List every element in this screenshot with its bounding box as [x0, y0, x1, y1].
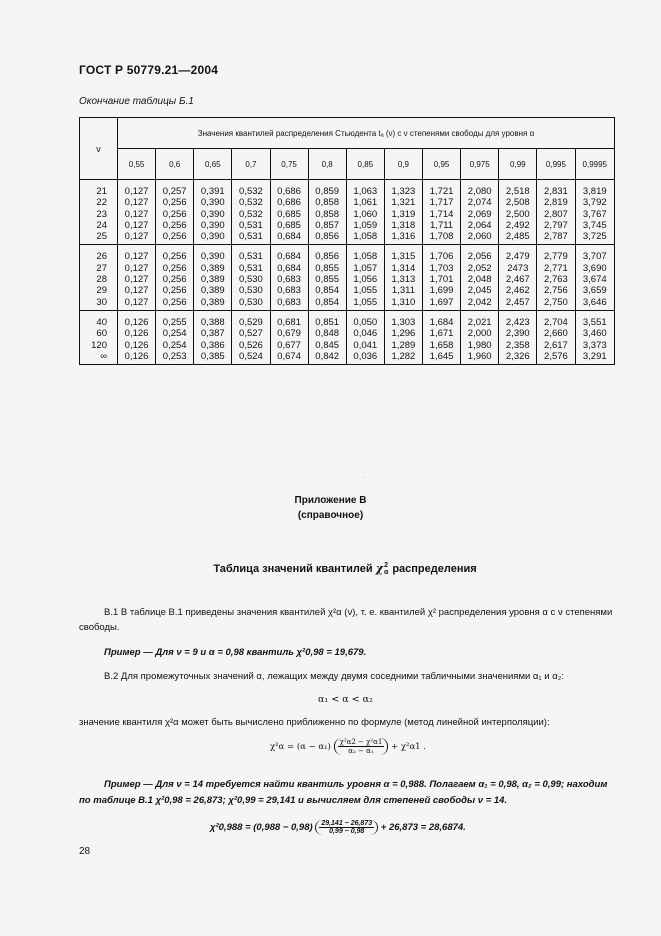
quantile-value: 0,390: [200, 231, 225, 243]
quantile-value: 0,854: [315, 285, 340, 297]
level-column-header: 0,975: [461, 149, 499, 180]
quantile-cell: [346, 180, 384, 245]
quantile-cell: [118, 245, 156, 310]
quantile-value: 1,703: [429, 262, 454, 274]
quantile-value: 0,526: [239, 339, 263, 351]
nu-cell: [80, 180, 118, 245]
quantile-value: 0,256: [162, 219, 187, 231]
quantile-value: 0,256: [162, 296, 187, 308]
quantile-value: 0,256: [162, 208, 187, 220]
nu-value: 23: [96, 208, 107, 220]
quantile-value: 1,721: [429, 186, 454, 197]
quantile-value: 0,127: [124, 231, 149, 243]
nu-value: 22: [96, 197, 107, 209]
quantile-value: 2,797: [544, 219, 568, 231]
quantile-value: 1,321: [391, 197, 416, 209]
quantile-value: 3,819: [582, 186, 607, 197]
quantile-value: 2,807: [544, 208, 568, 220]
quantile-value: 0,530: [239, 285, 263, 297]
quantile-value: 0,684: [277, 231, 301, 243]
quantile-value: 0,046: [353, 328, 378, 340]
student-quantiles-table: [79, 117, 615, 365]
quantile-cell: [499, 310, 537, 364]
quantile-value: 2,479: [505, 251, 530, 263]
quantile-value: 0,389: [200, 296, 225, 308]
quantile-value: 3,792: [582, 197, 607, 209]
quantile-value: 0,685: [277, 208, 301, 220]
quantile-value: 2,045: [467, 285, 492, 297]
level-column-header: 0,9995: [575, 149, 615, 180]
quantile-value: 0,389: [200, 262, 225, 274]
quantile-value: 0,855: [315, 274, 340, 286]
quantile-value: 2,660: [544, 328, 568, 340]
quantile-value: 2,500: [505, 208, 530, 220]
quantile-value: 1,318: [391, 219, 416, 231]
quantile-value: 0,530: [239, 296, 263, 308]
quantile-value: 0,842: [315, 350, 340, 362]
quantile-value: 0,389: [200, 285, 225, 297]
quantile-cell: [194, 245, 232, 310]
quantile-value: 0,531: [239, 251, 263, 263]
quantile-value: 0,388: [200, 316, 225, 328]
quantile-value: 0,391: [200, 186, 225, 197]
quantile-value: 0,679: [277, 328, 301, 340]
quantile-cell: [270, 310, 308, 364]
quantile-cell: [575, 245, 615, 310]
quantile-cell: [575, 180, 615, 245]
quantile-value: 1,711: [430, 219, 454, 231]
nu-value: 27: [96, 262, 107, 274]
quantile-cell: [423, 310, 461, 364]
quantile-value: 0,683: [277, 274, 301, 286]
quantile-value: 0,683: [277, 285, 301, 297]
quantile-value: 0,256: [162, 285, 187, 297]
quantile-value: 0,532: [239, 208, 263, 220]
quantile-cell: [499, 180, 537, 245]
quantile-value: 2,074: [467, 197, 492, 209]
table-title-header: Значения квантилей распределения Стьюдента tₐ (ν) с ν степенями свободы для уровня α: [118, 118, 615, 149]
paragraph-b2: В.2 Для промежуточных значений α, лежащих между двумя соседними табличными значениями α₁ и α₂:: [104, 671, 565, 682]
quantile-value: 1,310: [391, 296, 416, 308]
quantile-value: 1,960: [467, 350, 492, 362]
quantile-value: 2,052: [467, 262, 492, 274]
quantile-cell: [384, 245, 422, 310]
quantile-value: 0,256: [162, 274, 187, 286]
quantile-value: 0,127: [124, 296, 149, 308]
quantile-value: 0,257: [162, 186, 187, 197]
quantile-value: 2,326: [505, 350, 530, 362]
quantile-value: 1,061: [353, 197, 378, 209]
quantile-value: 0,855: [315, 262, 340, 274]
quantile-value: 3,674: [582, 274, 607, 286]
nu-value: 40: [96, 316, 107, 328]
quantile-value: 0,126: [124, 328, 149, 340]
example-2: Пример — Для ν = 14 требуется найти квантиль уровня α = 0,988. Полагаем α₁ = 0,98, α₂ = 0,99; находим по таблице В.1 χ²0,98 = 26,873; χ²0,99 = 29,141 и вычисляем для степеней свободы ν = 14.: [79, 779, 608, 806]
nu-value: ∞: [100, 350, 107, 362]
quantile-value: 1,980: [467, 339, 492, 351]
quantile-cell: [423, 180, 461, 245]
quantile-value: 2,704: [544, 316, 568, 328]
quantile-value: 2,467: [505, 274, 530, 286]
quantile-value: 1,063: [353, 186, 378, 197]
level-column-header: 0,995: [537, 149, 575, 180]
quantile-value: 0,686: [277, 197, 301, 209]
nu-value: 29: [96, 285, 107, 297]
nu-value: 28: [96, 274, 107, 286]
level-column-header: 0,95: [423, 149, 461, 180]
quantile-cell: [384, 310, 422, 364]
quantile-value: 0,686: [277, 186, 301, 197]
quantile-value: 1,055: [353, 285, 378, 297]
nu-value: 30: [96, 296, 107, 308]
quantile-value: 2,756: [544, 285, 568, 297]
quantile-value: 0,254: [162, 339, 187, 351]
quantile-value: 2,069: [467, 208, 492, 220]
quantile-cell: [346, 310, 384, 364]
nu-value: 26: [96, 251, 107, 263]
paragraph-interpolation: значение квантиля χ²α может быть вычислено приближенно по формуле (метод линейной интерполяции):: [79, 717, 550, 728]
quantile-value: 0,531: [239, 231, 263, 243]
quantile-value: 2,000: [467, 328, 492, 340]
example-formula: χ²0,988 = (0,988 − 0,98) $\frac{29,141 - 26,873}{0,99 - 0,98}$ + 26,873 = 28,6874.: [210, 820, 466, 835]
quantile-value: 1,058: [353, 231, 378, 243]
nu-cell: [80, 310, 118, 364]
quantile-value: 0,524: [239, 350, 263, 362]
quantile-value: 2,617: [544, 339, 568, 351]
nu-value: 60: [96, 328, 107, 340]
quantile-cell: [423, 245, 461, 310]
nu-value: 25: [96, 231, 107, 243]
quantile-value: 0,530: [239, 274, 263, 286]
quantile-value: 3,707: [582, 251, 607, 263]
quantile-cell: [537, 245, 575, 310]
quantile-value: 0,390: [200, 208, 225, 220]
quantile-value: 1,058: [353, 251, 378, 263]
level-column-header: 0,75: [270, 149, 308, 180]
quantile-value: 1,057: [353, 262, 378, 274]
example-1: Пример — Для ν = 9 и α = 0,98 квантиль χ²0,98 = 19,679.: [104, 647, 367, 658]
quantile-value: 0,041: [353, 339, 378, 351]
quantile-value: 0,036: [353, 350, 378, 362]
quantile-value: 1,645: [429, 350, 454, 362]
quantile-cell: [270, 245, 308, 310]
quantile-cell: [232, 245, 270, 310]
quantile-value: 2,771: [544, 262, 568, 274]
quantile-value: 0,127: [124, 186, 149, 197]
quantile-value: 3,646: [582, 296, 607, 308]
quantile-value: 0,126: [124, 339, 149, 351]
quantile-value: 0,253: [162, 350, 187, 362]
quantile-cell: [499, 245, 537, 310]
quantile-value: 1,055: [353, 296, 378, 308]
quantile-value: 1,714: [429, 208, 454, 220]
quantile-value: 3,690: [582, 262, 607, 274]
quantile-value: 0,684: [277, 251, 301, 263]
quantile-cell: [118, 180, 156, 245]
quantile-value: 1,699: [429, 285, 454, 297]
quantile-value: 2,056: [467, 251, 492, 263]
quantile-value: 0,386: [200, 339, 225, 351]
quantile-value: 0,255: [162, 316, 187, 328]
quantile-value: 2,358: [505, 339, 530, 351]
level-column-header: 0,99: [499, 149, 537, 180]
quantile-cell: [308, 180, 346, 245]
quantile-value: 0,385: [200, 350, 225, 362]
section-title: Таблица значений квантилей χ 2 α распределения: [213, 562, 477, 577]
document-id: ГОСТ Р 50779.21—2004: [79, 63, 219, 77]
quantile-value: 2,485: [505, 231, 530, 243]
quantile-value: 2,423: [505, 316, 530, 328]
nu-column-header: ν: [80, 118, 118, 180]
quantile-value: 0,529: [239, 316, 263, 328]
quantile-value: 1,060: [353, 208, 378, 220]
quantile-value: 2,787: [544, 231, 568, 243]
level-column-header: 0,65: [194, 149, 232, 180]
quantile-value: 2,819: [544, 197, 568, 209]
quantile-value: 0,127: [124, 219, 149, 231]
table-row-group: [80, 310, 615, 364]
quantile-value: 0,389: [200, 274, 225, 286]
quantile-value: 0,858: [315, 197, 340, 209]
quantile-value: 0,127: [124, 251, 149, 263]
quantile-cell: [118, 310, 156, 364]
quantile-value: 0,685: [277, 219, 301, 231]
quantile-value: 1,323: [391, 186, 416, 197]
quantile-value: 1,296: [391, 328, 416, 340]
quantile-value: 3,373: [582, 339, 607, 351]
quantile-value: 0,674: [277, 350, 301, 362]
quantile-value: 0,387: [200, 328, 225, 340]
quantile-value: 1,684: [429, 316, 454, 328]
quantile-value: 0,127: [124, 197, 149, 209]
quantile-value: 2,042: [467, 296, 492, 308]
quantile-value: 1,282: [391, 350, 416, 362]
quantile-cell: [194, 310, 232, 364]
quantile-value: 1,289: [391, 339, 416, 351]
quantile-value: 0,854: [315, 296, 340, 308]
quantile-value: 1,717: [429, 197, 454, 209]
quantile-value: 0,390: [200, 197, 225, 209]
page-number: 28: [79, 846, 91, 857]
quantile-value: 0,527: [239, 328, 263, 340]
nu-cell: [80, 245, 118, 310]
quantile-value: 2,462: [505, 285, 530, 297]
quantile-value: 3,767: [582, 208, 607, 220]
quantile-value: 2,518: [505, 186, 530, 197]
quantile-value: 0,859: [315, 186, 340, 197]
quantile-value: 0,531: [239, 262, 263, 274]
quantile-value: 1,671: [429, 328, 454, 340]
quantile-value: 0,532: [239, 197, 263, 209]
quantile-cell: [308, 310, 346, 364]
quantile-value: 3,725: [582, 231, 607, 243]
quantile-value: 1,316: [391, 231, 416, 243]
quantile-value: 0,126: [124, 350, 149, 362]
quantile-value: 0,851: [315, 316, 340, 328]
quantile-cell: [270, 180, 308, 245]
quantile-value: 0,050: [353, 316, 378, 328]
quantile-value: 0,256: [162, 251, 187, 263]
quantile-cell: [384, 180, 422, 245]
quantile-value: 0,127: [124, 285, 149, 297]
quantile-value: 2,492: [505, 219, 530, 231]
quantile-value: 2,021: [467, 316, 492, 328]
quantile-cell: [461, 180, 499, 245]
quantile-value: 2,750: [544, 296, 568, 308]
quantile-value: 1,311: [391, 285, 415, 297]
table-caption: Окончание таблицы Б.1: [79, 96, 194, 107]
interpolation-formula: χ²α = (α − α₁) $\frac{\text{χ²α2 − χ²α1}}{\text{α₂ − α₁}}$ + χ²α1 .: [270, 738, 426, 755]
quantile-value: 0,681: [277, 316, 301, 328]
nu-value: 120: [91, 339, 107, 351]
quantile-value: 0,127: [124, 274, 149, 286]
quantile-value: 1,056: [353, 274, 378, 286]
quantile-value: 1,303: [391, 316, 416, 328]
quantile-value: 1,708: [429, 231, 454, 243]
quantile-cell: [156, 310, 194, 364]
quantile-value: 0,256: [162, 262, 187, 274]
quantile-value: 1,059: [353, 219, 378, 231]
quantile-value: 2,457: [505, 296, 530, 308]
quantile-value: 2,508: [505, 197, 530, 209]
quantile-value: 2,831: [544, 186, 568, 197]
quantile-value: 0,857: [315, 219, 340, 231]
quantile-value: 0,390: [200, 219, 225, 231]
quantile-value: 0,856: [315, 231, 340, 243]
quantile-cell: [232, 310, 270, 364]
quantile-value: 2,048: [467, 274, 492, 286]
quantile-value: 0,858: [315, 208, 340, 220]
quantile-value: 0,683: [277, 296, 301, 308]
quantile-cell: [232, 180, 270, 245]
quantile-value: 0,532: [239, 186, 263, 197]
level-column-header: 0,6: [156, 149, 194, 180]
quantile-value: 2,060: [467, 231, 492, 243]
appendix-subtitle: (справочное): [297, 510, 364, 521]
inequality: α₁ < α < α₂: [318, 694, 373, 705]
nu-value: 21: [96, 186, 107, 197]
quantile-value: 0,848: [315, 328, 340, 340]
quantile-value: 0,390: [200, 251, 225, 263]
level-column-header: 0,55: [118, 149, 156, 180]
quantile-value: 3,291: [582, 350, 607, 362]
appendix-title: Приложение В: [294, 495, 367, 506]
quantile-value: 2,779: [544, 251, 568, 263]
quantile-value: 1,658: [429, 339, 454, 351]
quantile-value: 2473: [507, 262, 529, 274]
quantile-value: 3,745: [582, 219, 607, 231]
quantile-value: 0,126: [124, 316, 149, 328]
quantile-value: 1,314: [391, 262, 416, 274]
quantile-cell: [156, 180, 194, 245]
quantile-value: 3,659: [582, 285, 607, 297]
quantile-value: 0,856: [315, 251, 340, 263]
quantile-value: 1,701: [429, 274, 454, 286]
quantile-cell: [537, 310, 575, 364]
quantile-value: 0,845: [315, 339, 340, 351]
quantile-value: 3,551: [582, 316, 607, 328]
quantile-cell: [194, 180, 232, 245]
quantile-value: 2,390: [505, 328, 530, 340]
quantile-value: 1,319: [391, 208, 416, 220]
quantile-value: 1,706: [429, 251, 454, 263]
paragraph-b1: В.1 В таблице В.1 приведены значения квантилей χ²α (ν), т. е. квантилей χ² распределения уровня α с ν степенями свободы.: [79, 607, 613, 633]
quantile-value: 1,697: [429, 296, 454, 308]
quantile-value: 2,763: [544, 274, 568, 286]
quantile-cell: [156, 245, 194, 310]
quantile-value: 2,080: [467, 186, 492, 197]
nu-value: 24: [96, 219, 107, 231]
quantile-value: 0,256: [162, 231, 187, 243]
quantile-value: 0,531: [239, 219, 263, 231]
quantile-value: 0,256: [162, 197, 187, 209]
quantile-value: 1,315: [391, 251, 416, 263]
table-row-group: [80, 180, 615, 245]
quantile-cell: [461, 245, 499, 310]
quantile-value: 0,127: [124, 208, 149, 220]
table-row-group: [80, 245, 615, 310]
level-column-header: 0,7: [232, 149, 270, 180]
quantile-cell: [575, 310, 615, 364]
quantile-value: 0,677: [277, 339, 301, 351]
quantile-cell: [461, 310, 499, 364]
quantile-cell: [308, 245, 346, 310]
quantile-value: 3,460: [582, 328, 607, 340]
quantile-value: 0,127: [124, 262, 149, 274]
quantile-cell: [346, 245, 384, 310]
level-column-header: 0,85: [346, 149, 384, 180]
level-column-header: 0,8: [308, 149, 346, 180]
quantile-value: 1,313: [391, 274, 416, 286]
quantile-cell: [537, 180, 575, 245]
quantile-value: 2,576: [544, 350, 568, 362]
quantile-value: 0,684: [277, 262, 301, 274]
quantile-value: 0,254: [162, 328, 187, 340]
level-column-header: 0,9: [384, 149, 422, 180]
quantile-value: 2,064: [467, 219, 492, 231]
stray-dot: ·: [362, 475, 364, 481]
